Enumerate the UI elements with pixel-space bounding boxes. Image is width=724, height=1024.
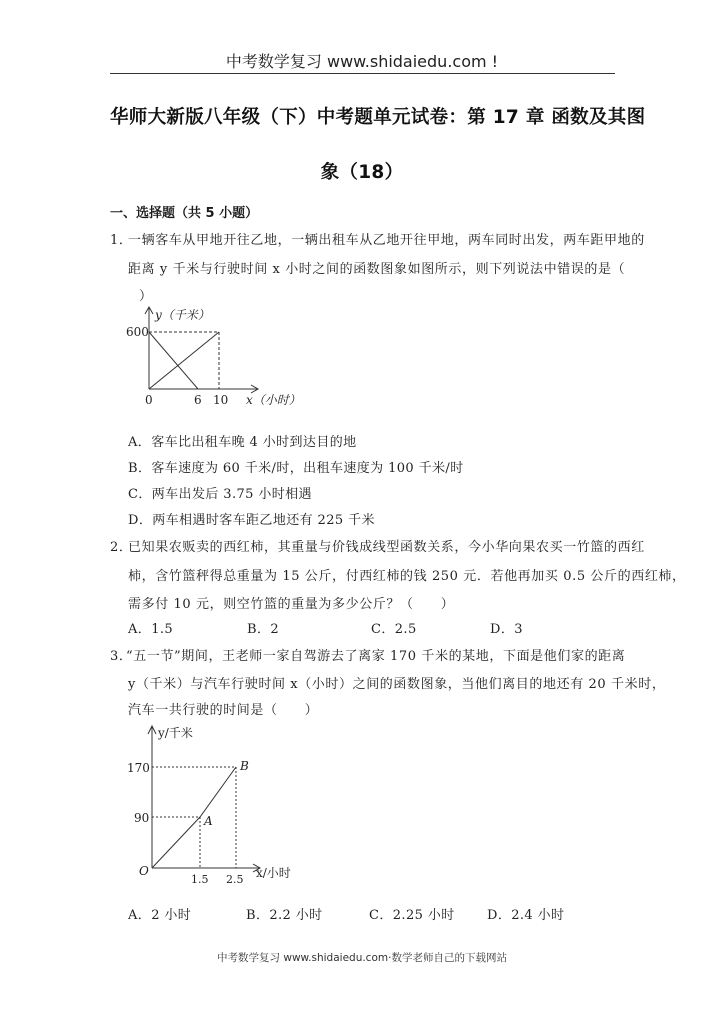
x-axis-label: x/小时 xyxy=(256,866,291,880)
y-axis-label: y/千米 xyxy=(158,726,193,740)
option-d[interactable]: D．3 xyxy=(490,622,523,637)
section-heading: 一、选择题（共 5 小题） xyxy=(110,206,259,221)
question-text-line: 一辆客车从甲地开往乙地，一辆出租车从乙地开往甲地，两车同时出发，两车距甲地的 xyxy=(128,233,645,248)
question-number: 3． xyxy=(110,649,133,664)
x-tick-0: 0 xyxy=(145,393,153,407)
question-text-line: y（千米）与汽车行驶时间 x（小时）之间的函数图象，当他们离目的地还有 20 千米时， xyxy=(128,677,666,692)
option-c[interactable]: C．2.25 小时 xyxy=(369,908,455,923)
taxi-line xyxy=(149,332,198,389)
option-a[interactable]: A．2 小时 xyxy=(128,908,192,923)
x-tick-10: 10 xyxy=(213,393,229,407)
y-tick-600: 600 xyxy=(126,325,149,339)
question-number: 2． xyxy=(110,540,133,555)
option-b[interactable]: B．2.2 小时 xyxy=(246,908,323,923)
point-a-label: A xyxy=(204,814,213,828)
origin-label: O xyxy=(139,864,149,878)
y-tick-170: 170 xyxy=(127,761,150,775)
option-d[interactable]: D．2.4 小时 xyxy=(487,908,565,923)
option-c[interactable]: C．2.5 xyxy=(371,622,417,637)
option-a[interactable]: A．客车比出租车晚 4 小时到达目的地 xyxy=(128,435,357,450)
y-tick-90: 90 xyxy=(134,811,150,825)
page-title-line2: 象（18） xyxy=(320,162,404,183)
y-axis-label: y（千米） xyxy=(155,308,210,322)
option-b[interactable]: B．客车速度为 60 千米/时，出租车速度为 100 千米/时 xyxy=(128,461,464,476)
question-number: 1． xyxy=(110,233,133,248)
bus-line xyxy=(149,332,219,389)
question-text-line: 已知果农贩卖的西红柿，其重量与价钱成线型函数关系，今小华向果农买一竹篮的西红 xyxy=(128,540,645,555)
question-text-line: ） xyxy=(139,289,153,304)
option-d[interactable]: D．两车相遇时客车距乙地还有 225 千米 xyxy=(128,513,375,528)
x-tick-2-5: 2.5 xyxy=(226,873,244,886)
question-text-line: 汽车一共行驶的时间是（ ） xyxy=(128,703,319,718)
option-a[interactable]: A．1.5 xyxy=(128,622,174,637)
question-3-graph xyxy=(120,715,310,890)
page-title-line1: 华师大新版八年级（下）中考题单元试卷：第 17 章 函数及其图 xyxy=(110,107,646,128)
x-axis-label: x（小时） xyxy=(246,393,301,407)
page-footer: 中考数学复习 www.shidaiedu.com·数学老师自己的下载网站 xyxy=(217,952,507,964)
header-divider xyxy=(110,73,615,74)
option-c[interactable]: C．两车出发后 3.75 小时相遇 xyxy=(128,487,312,502)
question-text-line: “五一节”期间，王老师一家自驾游去了离家 170 千米的某地，下面是他们家的距离 xyxy=(126,649,626,664)
question-1-graph xyxy=(110,296,310,416)
question-text-line: 需多付 10 元，则空竹篮的重量为多少公斤？（ ） xyxy=(128,597,455,612)
point-b-label: B xyxy=(240,759,249,773)
x-tick-6: 6 xyxy=(194,393,202,407)
option-b[interactable]: B．2 xyxy=(247,622,280,637)
question-text-line: 柿，含竹篮秤得总重量为 15 公斤，付西红柿的钱 250 元．若他再加买 0.5 公斤的西红柿， xyxy=(128,569,686,584)
page-header: 中考数学复习 www.shidaiedu.com ! xyxy=(225,52,499,71)
question-text-line: 距离 y 千米与行驶时间 x 小时之间的函数图象如图所示，则下列说法中错误的是（ xyxy=(128,262,626,277)
x-tick-1-5: 1.5 xyxy=(191,873,209,886)
